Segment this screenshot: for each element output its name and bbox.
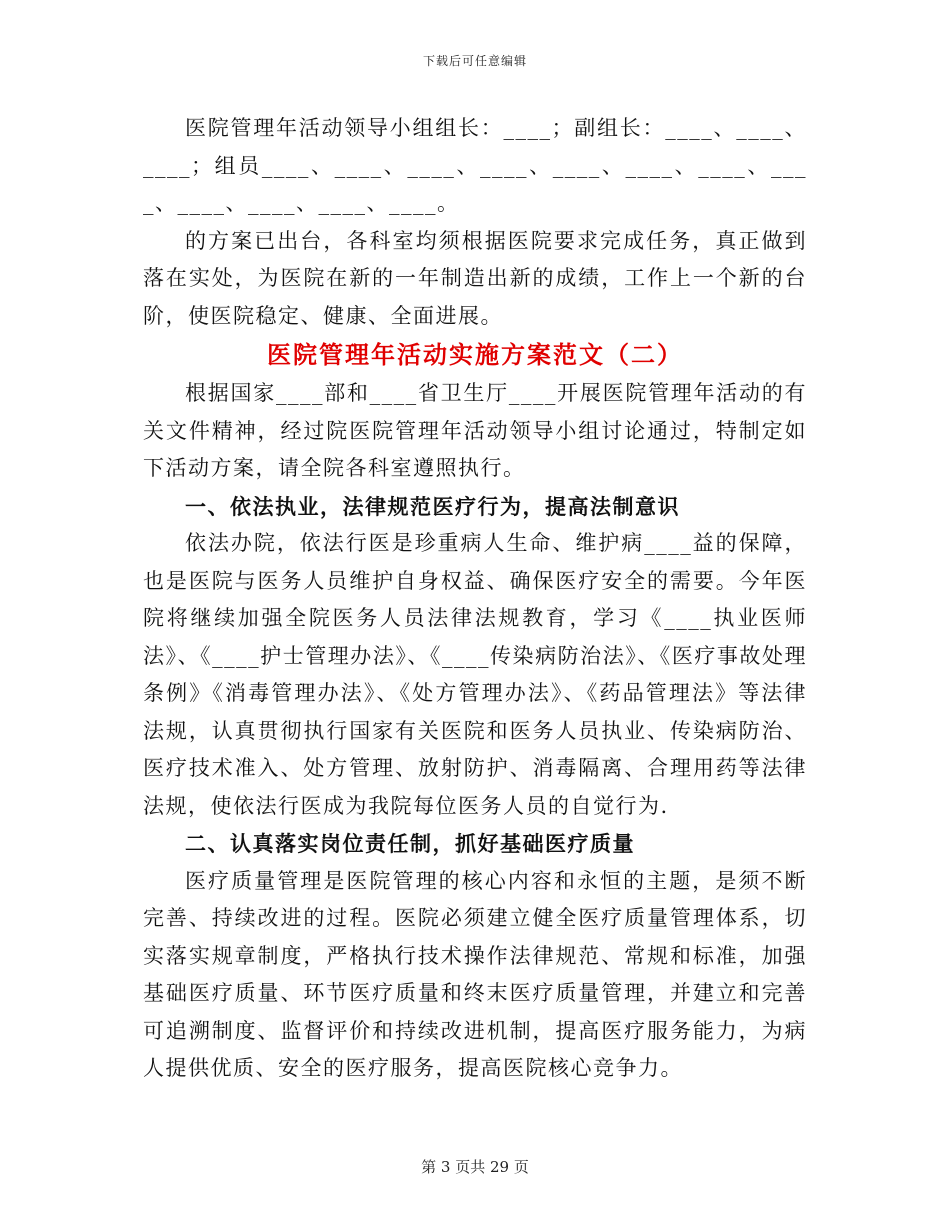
heading-responsibility: 二、认真落实岗位责任制，抓好基础医疗质量 xyxy=(185,831,635,856)
page-footer: 第 3 页共 29 页 xyxy=(421,1158,529,1176)
section-title: 医院管理年活动实施方案范文（二） xyxy=(267,340,683,369)
paragraph-intro: 根据国家____部和____省卫生厅____开展医院管理年活动的有关文件精神，经过院医院管理年活动领导小组讨论通过，特制定如下活动方案，请全院各科室遵照执行。 xyxy=(143,381,807,480)
document-body xyxy=(143,110,807,1088)
page-header: 下载后可任意编辑 xyxy=(422,54,527,68)
paragraph-plan-issued: 的方案已出台，各科室均须根据医院要求完成任务，真正做到落在实处，为医院在新的一年制造出新的成绩，工作上一个新的台阶，使医院稳定、健康、全面进展。 xyxy=(143,228,807,328)
paragraph-law-practice: 依法办院，依法行医是珍重病人生命、维护病____益的保障，也是医院与医务人员维护自身权益、确保医疗安全的需要。今年医院将继续加强全院医务人员法律法规教育，学习《____执业医师法》、《____护士管理办法》、《____传染病防治法》、《医疗事故处理条例》《消毒管理办法》、《处方管理办法》、《药品管理法》等法律法规，认真贯彻执行国家有关医院和医务人员执业、传染病防治、医疗技术准入、处方管理、放射防护、消毒隔离、合理用药等法律法规，使依法行医成为我院每位医务人员的自觉行为. xyxy=(143,531,807,818)
paragraph-quality-management: 医疗质量管理是医院管理的核心内容和永恒的主题，是须不断完善、持续改进的过程。医院必须建立健全医疗质量管理体系，切实落实规章制度，严格执行技术操作法律规范、常规和标准，加强基础医疗质量、环节医疗质量和终末医疗质量管理，并建立和完善可追溯制度、监督评价和持续改进机制，提高医疗服务能力，为病人提供优质、安全的医疗服务，提高医院核心竞争力。 xyxy=(143,868,807,1080)
heading-law-practice: 一、依法执业，法律规范医疗行为，提高法制意识 xyxy=(185,493,680,519)
paragraph-leadership-group: 医院管理年活动领导小组组长：____；副组长：____、____、____；组员____、____、____、____、____、____、____、____、____、____、____、____。 xyxy=(143,116,807,215)
